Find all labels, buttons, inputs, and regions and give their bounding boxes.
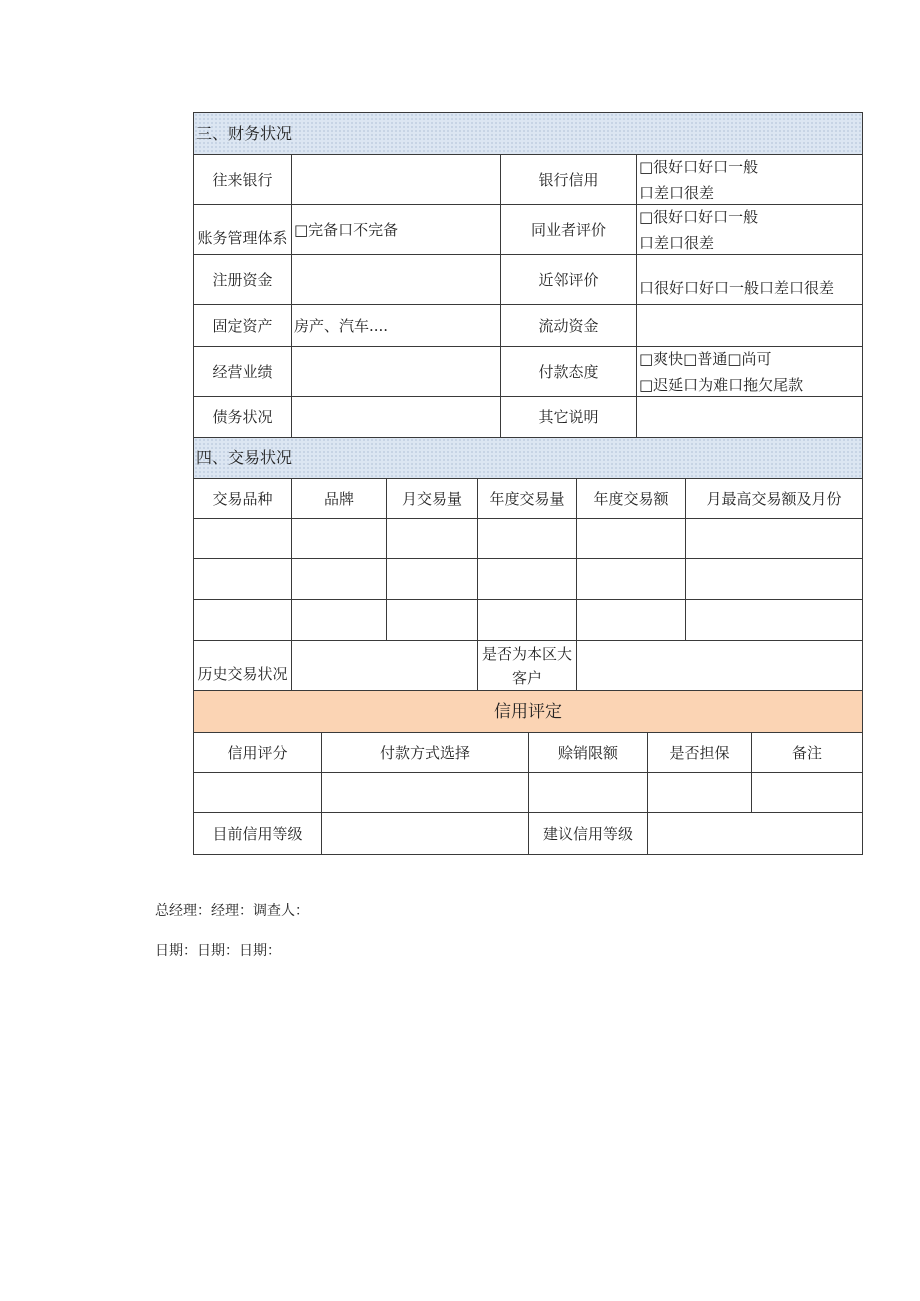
capital-label: 注册资金 (193, 254, 292, 305)
trade-row2-annual-amount[interactable] (576, 558, 686, 600)
accounting-label: 账务管理体系 (193, 204, 292, 255)
debt-label: 债务状况 (193, 396, 292, 438)
credit-header-guarantee: 是否担保 (647, 732, 752, 773)
finance-section-title: 三、财务状况 (196, 123, 293, 143)
peer-line1[interactable]: □很好口好口一般 (639, 207, 759, 226)
trade-row3-annual-volume[interactable] (477, 599, 577, 641)
trade-row1-annual-volume[interactable] (477, 518, 577, 559)
trade-row3-variety[interactable] (193, 599, 292, 641)
signature-dates: 日期：日期：日期： (155, 943, 281, 959)
trade-row2-brand[interactable] (291, 558, 387, 600)
credit-score-value[interactable] (193, 772, 322, 813)
bank-label: 往来银行 (193, 154, 292, 205)
credit-section-title: 信用评定 (494, 701, 562, 722)
trade-header-peak-month: 月最高交易额及月份 (685, 478, 863, 519)
suggested-credit-level-label: 建议信用等级 (528, 812, 648, 855)
peer-options[interactable] (636, 204, 863, 255)
trade-row1-monthly-volume[interactable] (386, 518, 478, 559)
payment-method-value[interactable] (321, 772, 529, 813)
bank-value[interactable] (291, 154, 501, 205)
trade-row3-monthly-volume[interactable] (386, 599, 478, 641)
accounting-options[interactable]: □完备口不完备 (291, 204, 501, 255)
major-customer-value[interactable] (576, 640, 863, 691)
trade-row1-variety[interactable] (193, 518, 292, 559)
guarantee-value[interactable] (647, 772, 752, 813)
trade-row2-annual-volume[interactable] (477, 558, 577, 600)
trade-history-label: 历史交易状况 (193, 640, 292, 691)
trade-section-title: 四、交易状况 (196, 448, 293, 467)
signature-roles: 总经理：经理：调查人： (155, 903, 309, 919)
credit-section-header (193, 690, 863, 733)
trade-history-value[interactable] (291, 640, 478, 691)
finance-section-header (193, 112, 863, 155)
bank-credit-options[interactable] (636, 154, 863, 205)
trade-row1-brand[interactable] (291, 518, 387, 559)
trade-header-brand: 品牌 (291, 478, 387, 519)
trade-header-annual-amount: 年度交易额 (576, 478, 686, 519)
payment-attitude-label: 付款态度 (500, 346, 637, 397)
credit-header-score: 信用评分 (193, 732, 322, 773)
current-funds-label: 流动资金 (500, 304, 637, 347)
bank-credit-line1[interactable]: □很好口好口一般 (639, 157, 759, 176)
trade-row2-monthly-volume[interactable] (386, 558, 478, 600)
payment-line1[interactable]: □爽快□普通□尚可 (639, 349, 772, 368)
other-notes-value[interactable] (636, 396, 863, 438)
performance-label: 经营业绩 (193, 346, 292, 397)
trade-row1-annual-amount[interactable] (576, 518, 686, 559)
trade-row3-peak-month[interactable] (685, 599, 863, 641)
peer-line2[interactable]: 口差口很差 (639, 233, 715, 252)
payment-line2[interactable]: □迟延口为难口拖欠尾款 (639, 375, 804, 394)
trade-row1-peak-month[interactable] (685, 518, 863, 559)
trade-row2-variety[interactable] (193, 558, 292, 600)
performance-value[interactable] (291, 346, 501, 397)
trade-row2-peak-month[interactable] (685, 558, 863, 600)
other-notes-label: 其它说明 (500, 396, 637, 438)
capital-value[interactable] (291, 254, 501, 305)
debt-value[interactable] (291, 396, 501, 438)
credit-limit-value[interactable] (528, 772, 648, 813)
credit-header-remarks: 备注 (751, 732, 863, 773)
major-customer-label: 是否为本区大客户 (477, 640, 577, 691)
credit-header-credit-limit: 赊销限额 (528, 732, 648, 773)
fixed-assets-value[interactable]: 房产、汽车.... (291, 304, 501, 347)
trade-header-variety: 交易品种 (193, 478, 292, 519)
trade-header-monthly-volume: 月交易量 (386, 478, 478, 519)
trade-row3-annual-amount[interactable] (576, 599, 686, 641)
credit-header-payment-method: 付款方式选择 (321, 732, 529, 773)
fixed-assets-label: 固定资产 (193, 304, 292, 347)
trade-row3-brand[interactable] (291, 599, 387, 641)
current-credit-level-value[interactable] (321, 812, 529, 855)
suggested-credit-level-value[interactable] (647, 812, 863, 855)
remarks-value[interactable] (751, 772, 863, 813)
trade-header-annual-volume: 年度交易量 (477, 478, 577, 519)
bank-credit-line2[interactable]: 口差口很差 (639, 183, 715, 202)
bank-credit-label: 银行信用 (500, 154, 637, 205)
peer-label: 同业者评价 (500, 204, 637, 255)
current-funds-value[interactable] (636, 304, 863, 347)
neighbor-label: 近邻评价 (500, 254, 637, 305)
payment-attitude-options[interactable] (636, 346, 863, 397)
current-credit-level-label: 目前信用等级 (193, 812, 322, 855)
trade-section-header (193, 437, 863, 479)
neighbor-options[interactable]: 口很好口好口一般口差口很差 (636, 254, 863, 305)
